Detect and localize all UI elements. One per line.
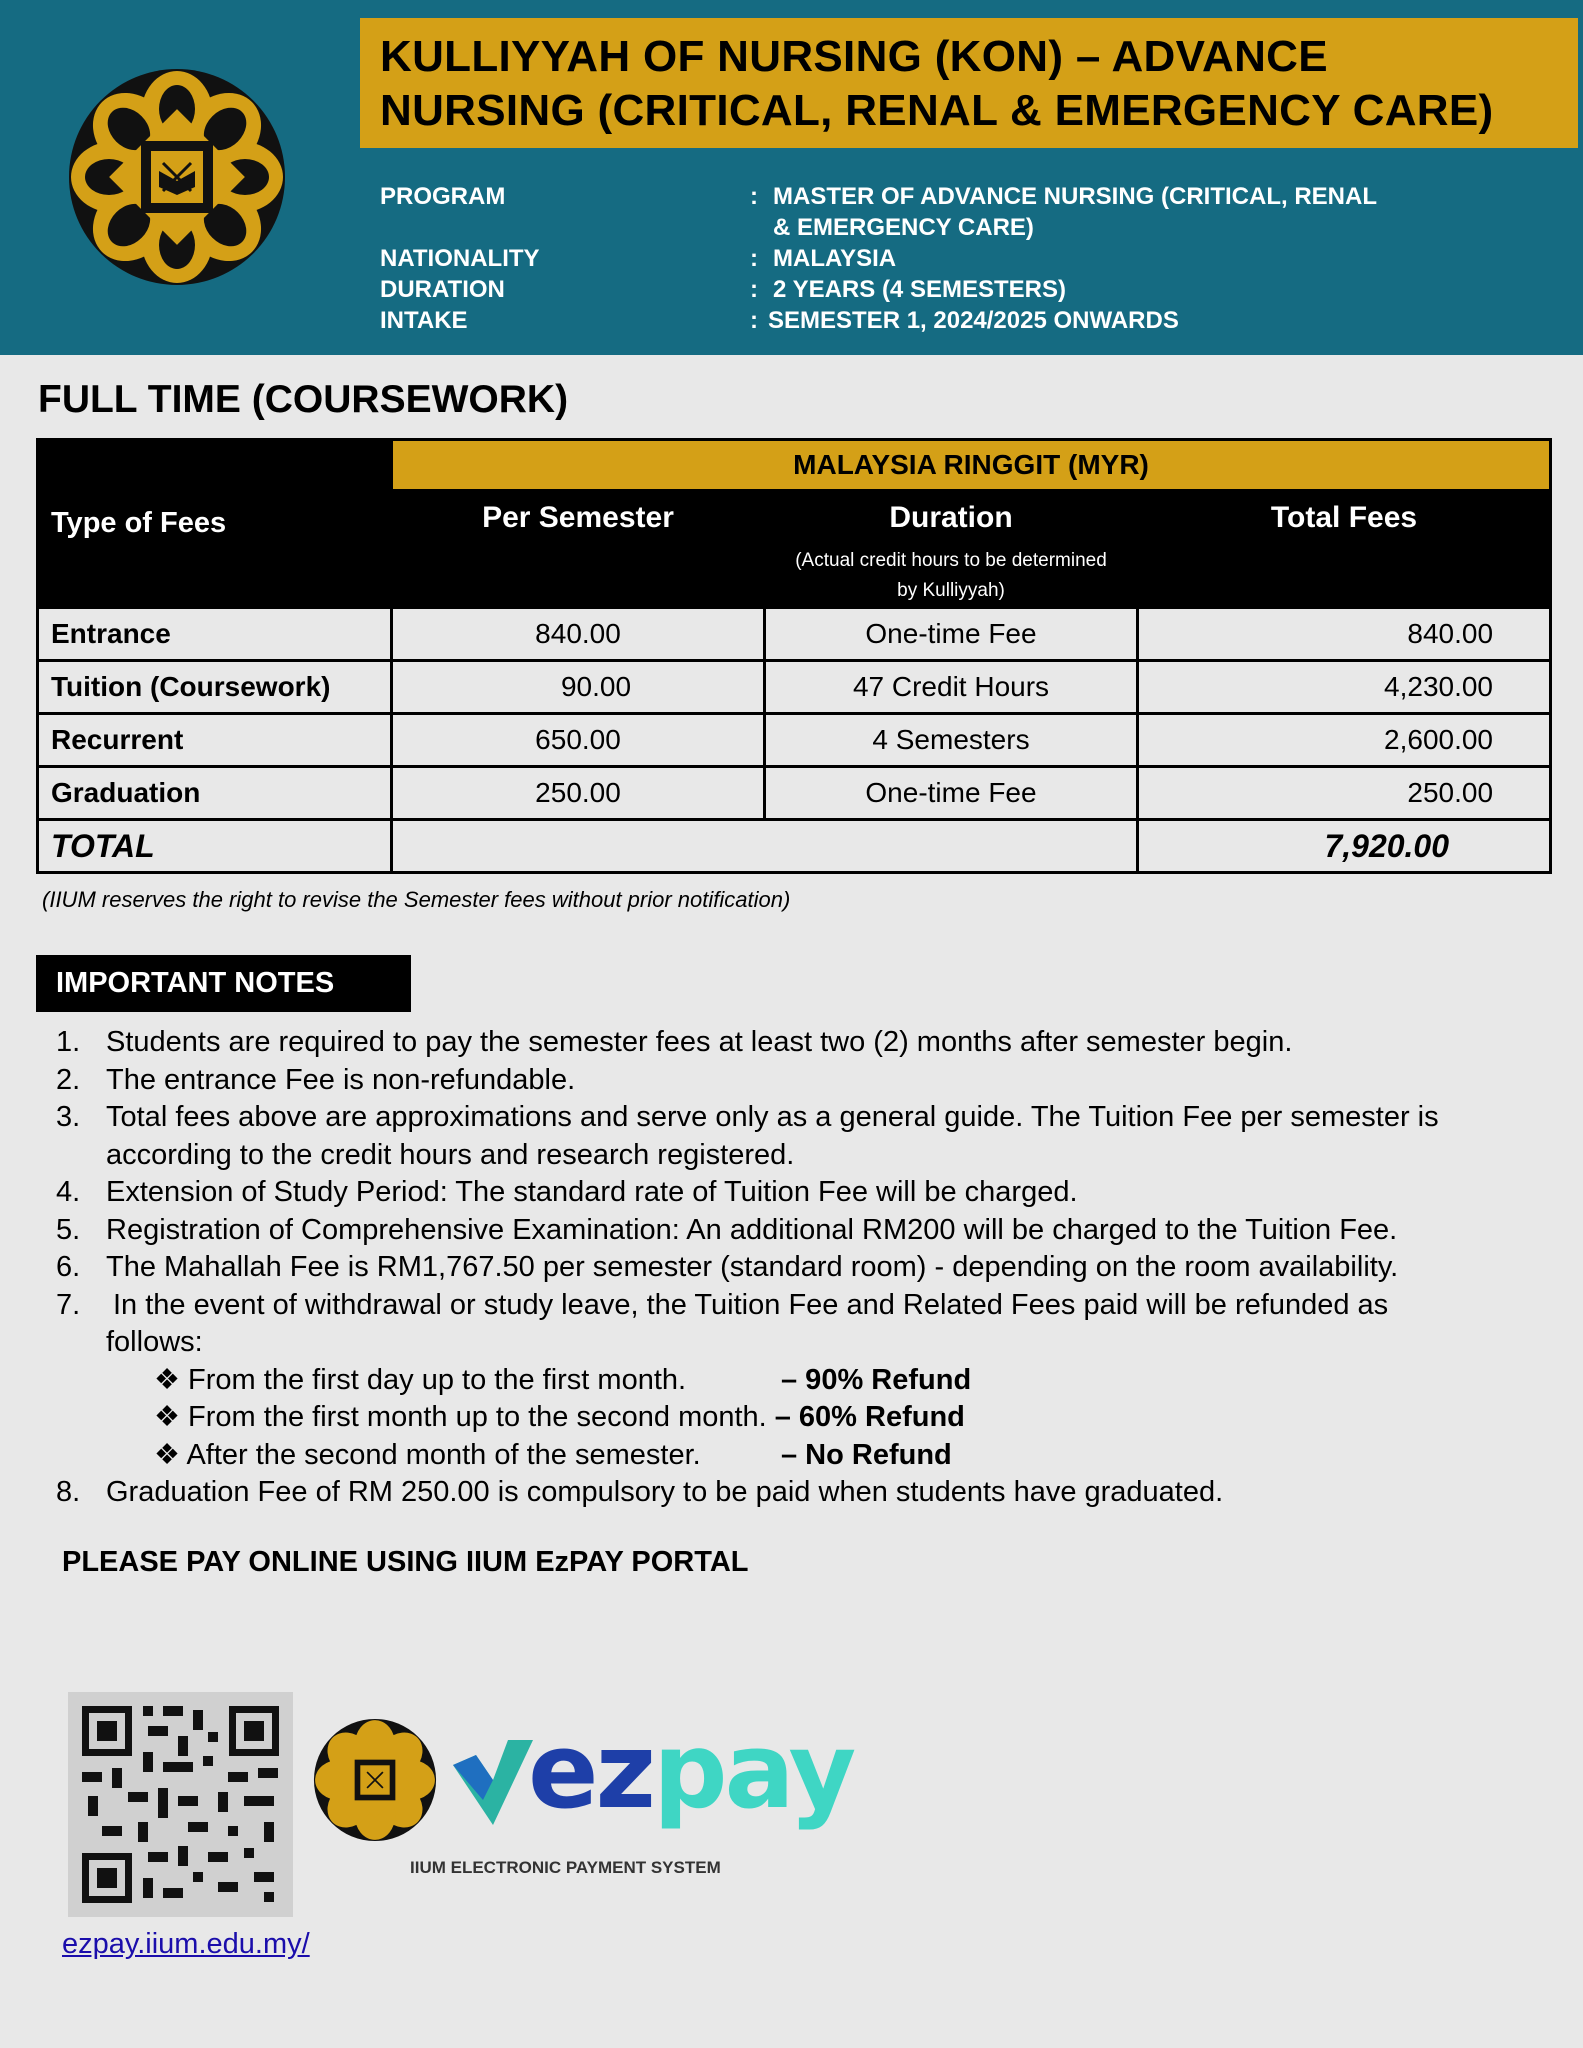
note-text: The entrance Fee is non-refundable. (106, 1063, 576, 1096)
program-colon: : (750, 183, 758, 210)
refund-item (56, 1362, 1556, 1400)
fee-per-semester: 650.00 (392, 714, 765, 767)
fee-total: 250.00 (1138, 767, 1551, 820)
note-text: Registration of Comprehensive Examination: An additional RM200 will be charged to the Tuition Fee. (106, 1213, 1398, 1246)
header-banner (0, 0, 1583, 355)
table-row (38, 714, 1551, 767)
list-item-cont (56, 1137, 1556, 1175)
note-text-cont: according to the credit hours and research registered. (106, 1138, 795, 1171)
intake-value: SEMESTER 1, 2024/2025 ONWARDS (768, 307, 1179, 334)
iium-emblem-small-icon (310, 1715, 440, 1845)
iium-emblem-icon (62, 62, 292, 292)
note-text: In the event of withdrawal or study leave, the Tuition Fee and Related Fees paid will be refunded as (113, 1288, 1389, 1321)
page-title-line-1: KULLIYYAH OF NURSING (KON) – ADVANCE (380, 32, 1328, 81)
currency-header: MALAYSIA RINGGIT (MYR) (392, 440, 1551, 491)
list-item: 8. Graduation Fee of RM 250.00 is compulsory to be paid when students have graduated. (56, 1476, 1224, 1508)
table-row (38, 661, 1551, 714)
refund-period: ❖ From the first day up to the first month. (154, 1363, 687, 1396)
note-text: Extension of Study Period: The standard rate of Tuition Fee will be charged. (106, 1176, 1078, 1208)
intake-colon: : (750, 307, 758, 334)
page-title-line-2: NURSING (CRITICAL, RENAL & EMERGENCY CARE) (380, 86, 1494, 135)
fee-per-semester: 840.00 (392, 608, 765, 661)
nationality-label: NATIONALITY (380, 245, 540, 272)
total-fees-header: Total Fees (1138, 491, 1551, 545)
refund-amount: – 90% Refund (781, 1363, 972, 1396)
fees-table (36, 438, 1552, 874)
duration-note-line-1: (Actual credit hours to be determined (795, 550, 1107, 571)
refund-amount: – No Refund (781, 1438, 952, 1471)
program-value-cont: & EMERGENCY CARE) (773, 214, 1034, 241)
fee-total: 4,230.00 (1138, 661, 1551, 714)
total-row (38, 820, 1551, 873)
list-item: 2. The entrance Fee is non-refundable. (56, 1063, 576, 1096)
note-text: Students are required to pay the semester fees at least two (2) months after semester begin. (106, 1026, 1293, 1058)
refund-period: ❖ From the first month up to the second month. (154, 1401, 767, 1433)
fee-type: Tuition (Coursework) (38, 661, 392, 714)
total-label: TOTAL (38, 820, 392, 873)
title-banner (360, 18, 1578, 148)
qr-code-icon[interactable] (68, 1692, 293, 1917)
fee-duration: One-time Fee (765, 608, 1138, 661)
ezpay-tagline: IIUM ELECTRONIC PAYMENT SYSTEM (410, 1858, 721, 1877)
important-notes-heading: IMPORTANT NOTES (36, 955, 411, 1012)
list-item: 6. The Mahallah Fee is RM1,767.50 per semester (standard room) - depending on the room availability. (56, 1251, 1399, 1283)
ezpay-logo (310, 1710, 854, 1910)
fee-type: Entrance (38, 608, 392, 661)
duration-note-line-2: by Kulliyyah) (897, 580, 1005, 601)
per-semester-header: Per Semester (392, 491, 765, 545)
pay-online-instruction: PLEASE PAY ONLINE USING IIUM EzPAY PORTAL (62, 1546, 749, 1578)
section-title: FULL TIME (COURSEWORK) (38, 378, 569, 421)
refund-period: ❖ After the second month of the semester. (154, 1438, 701, 1471)
fee-total: 2,600.00 (1138, 714, 1551, 767)
fee-disclaimer: (IIUM reserves the right to revise the Semester fees without prior notification) (42, 887, 791, 912)
list-item-cont (56, 1324, 1556, 1362)
note-text: Graduation Fee of RM 250.00 is compulsory to be paid when students have graduated. (106, 1476, 1224, 1508)
program-value: MASTER OF ADVANCE NURSING (CRITICAL, RENAL (773, 183, 1377, 210)
note-text: The Mahallah Fee is RM1,767.50 per semester (standard room) - depending on the room availability. (106, 1251, 1399, 1283)
ezpay-link[interactable]: ezpay.iium.edu.my/ (62, 1928, 310, 1960)
program-label: PROGRAM (380, 183, 506, 210)
note-text: Total fees above are approximations and serve only as a general guide. The Tuition Fee per semester is (106, 1101, 1439, 1133)
nationality-value: MALAYSIA (773, 245, 897, 272)
list-item: 1. Students are required to pay the semester fees at least two (2) months after semester begin. (56, 1026, 1293, 1058)
list-item: 3. Total fees above are approximations and serve only as a general guide. The Tuition Fee per semester is (56, 1101, 1439, 1133)
fee-total: 840.00 (1138, 608, 1551, 661)
table-row (38, 767, 1551, 820)
total-value: 7,920.00 (1138, 820, 1551, 873)
intake-label: INTAKE (380, 307, 468, 334)
list-item: 4. Extension of Study Period: The standard rate of Tuition Fee will be charged. (56, 1176, 1078, 1208)
list-item: 5. Registration of Comprehensive Examination: An additional RM200 will be charged to the Tuition Fee. (56, 1213, 1398, 1246)
duration-header: Duration (765, 491, 1138, 545)
list-item: 7. In the event of withdrawal or study leave, the Tuition Fee and Related Fees paid will be refunded as (56, 1288, 1389, 1321)
fee-duration: 47 Credit Hours (765, 661, 1138, 714)
duration-colon: : (750, 276, 758, 303)
duration-value: 2 YEARS (4 SEMESTERS) (773, 276, 1066, 303)
nationality-colon: : (750, 245, 758, 272)
important-notes-list (56, 1024, 1556, 1512)
fee-per-semester: 250.00 (392, 767, 765, 820)
type-of-fees-header: Type of Fees (38, 440, 392, 608)
refund-amount: – 60% Refund (774, 1401, 965, 1433)
fee-per-semester: 90.00 (392, 661, 765, 714)
fee-type: Recurrent (38, 714, 392, 767)
refund-item (56, 1399, 1556, 1437)
ezpay-v-icon (448, 1730, 538, 1830)
table-row (38, 608, 1551, 661)
duration-label: DURATION (380, 276, 505, 303)
fee-type: Graduation (38, 767, 392, 820)
fee-duration: One-time Fee (765, 767, 1138, 820)
refund-item (56, 1437, 1556, 1475)
fee-duration: 4 Semesters (765, 714, 1138, 767)
ezpay-wordmark: ezpay (528, 1710, 854, 1832)
duration-note (765, 545, 1138, 608)
note-text-cont: follows: (106, 1326, 203, 1358)
